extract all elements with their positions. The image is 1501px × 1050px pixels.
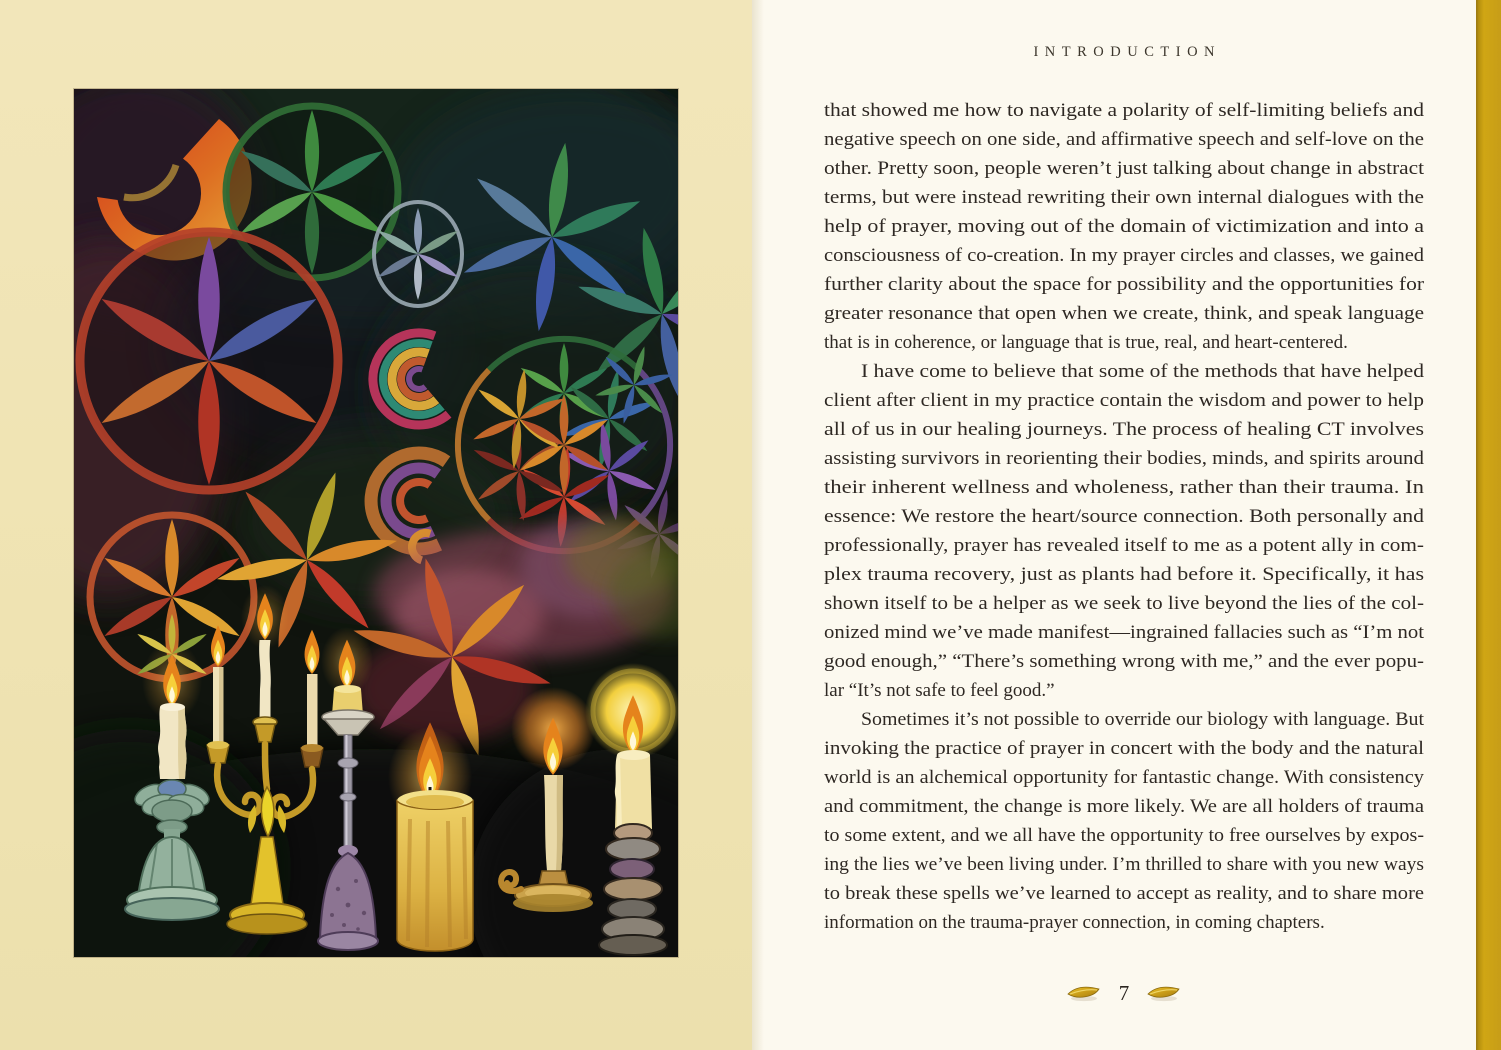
- text-line: negative speech on one side, and affirmative speech and self-love on the: [824, 129, 1424, 150]
- text-line: all of us in our healing journeys. The process of healing CT involves: [824, 419, 1424, 440]
- text-line: invoking the practice of prayer in concert with the body and the natural: [824, 738, 1424, 759]
- page-number: 7: [1118, 981, 1130, 1005]
- text-line: information on the trauma-prayer connection, in coming chapters.: [824, 912, 1325, 933]
- text-line: that showed me how to navigate a polarity of self-limiting beliefs and: [824, 100, 1424, 121]
- text-line: and commitment, the change is more likely. We are all holders of trauma: [824, 796, 1425, 817]
- text-line: further clarity about the space for possibility and the opportunities for: [824, 274, 1424, 295]
- text-line: I have come to believe that some of the methods that have helped: [861, 361, 1425, 382]
- text-line: greater resonance that open when we create, think, and speak language: [824, 303, 1424, 324]
- text-line: professionally, prayer has revealed itself to me as a potent ally in com-: [824, 535, 1425, 556]
- text-line: client after client in my practice contain the wisdom and power to help: [824, 390, 1424, 411]
- running-head: INTRODUCTION: [1033, 44, 1222, 60]
- text-line: good enough,” “There’s something wrong with me,” and the ever popu-: [824, 651, 1425, 672]
- text-line: lar “It’s not safe to feel good.”: [824, 680, 1055, 701]
- text-line: help of prayer, moving out of the domain of victimization and into a: [824, 216, 1425, 237]
- text-line: other. Pretty soon, people weren’t just talking about change in abstract: [824, 158, 1425, 179]
- text-line: world is an alchemical opportunity for fantastic change. With consistency: [824, 767, 1425, 788]
- text-line: plex trauma recovery, just as plants had before it. Specifically, it has: [824, 564, 1425, 585]
- right-page: [752, 0, 1501, 1050]
- text-line: onized mind we’ve made manifest—ingrained fallacies such as “I’m not: [824, 622, 1425, 643]
- artwork-pillar-candle: [388, 722, 473, 951]
- page-gutter-shade: [752, 0, 764, 1050]
- paragraph: [824, 357, 1424, 705]
- text-line: shown itself to be a helper as we seek to live beyond the lies of the col-: [824, 593, 1425, 614]
- text-line: assisting survivors in reorienting their bodies, minds, and spirits around: [824, 448, 1425, 469]
- artwork-illustration: [74, 89, 678, 957]
- paragraph: [824, 96, 1424, 357]
- text-line: their inherent wellness and wholeness, rather than their trauma. In: [824, 477, 1424, 498]
- body-text: [824, 96, 1424, 937]
- text-line: Sometimes it’s not possible to override our biology with language. But: [861, 709, 1424, 730]
- text-line: terms, but were instead rewriting their own internal dialogues with the: [824, 187, 1424, 208]
- text-line: to some extent, and we all have the opportunity to free ourselves by expos-: [824, 825, 1424, 846]
- text-line: ing the lies we’ve been living under. I’m thrilled to share with you new ways: [824, 854, 1425, 875]
- artwork-red-seed: [80, 232, 338, 490]
- text-line: consciousness of co-creation. In my prayer circles and classes, we gained: [824, 245, 1425, 266]
- paragraph: [824, 705, 1424, 937]
- text-line: that is in coherence, or language that is true, real, and heart-centered.: [824, 332, 1348, 353]
- spine-stripe: [1476, 0, 1501, 1050]
- text-line: to break these spells we’ve learned to accept as reality, and to share more: [824, 883, 1425, 904]
- leaf-ornament-icon: [1146, 985, 1182, 1003]
- text-line: essence: We restore the heart/source connection. Both personally and: [824, 506, 1424, 527]
- leaf-ornament-icon: [1066, 985, 1102, 1003]
- page-footer: [824, 981, 1424, 1006]
